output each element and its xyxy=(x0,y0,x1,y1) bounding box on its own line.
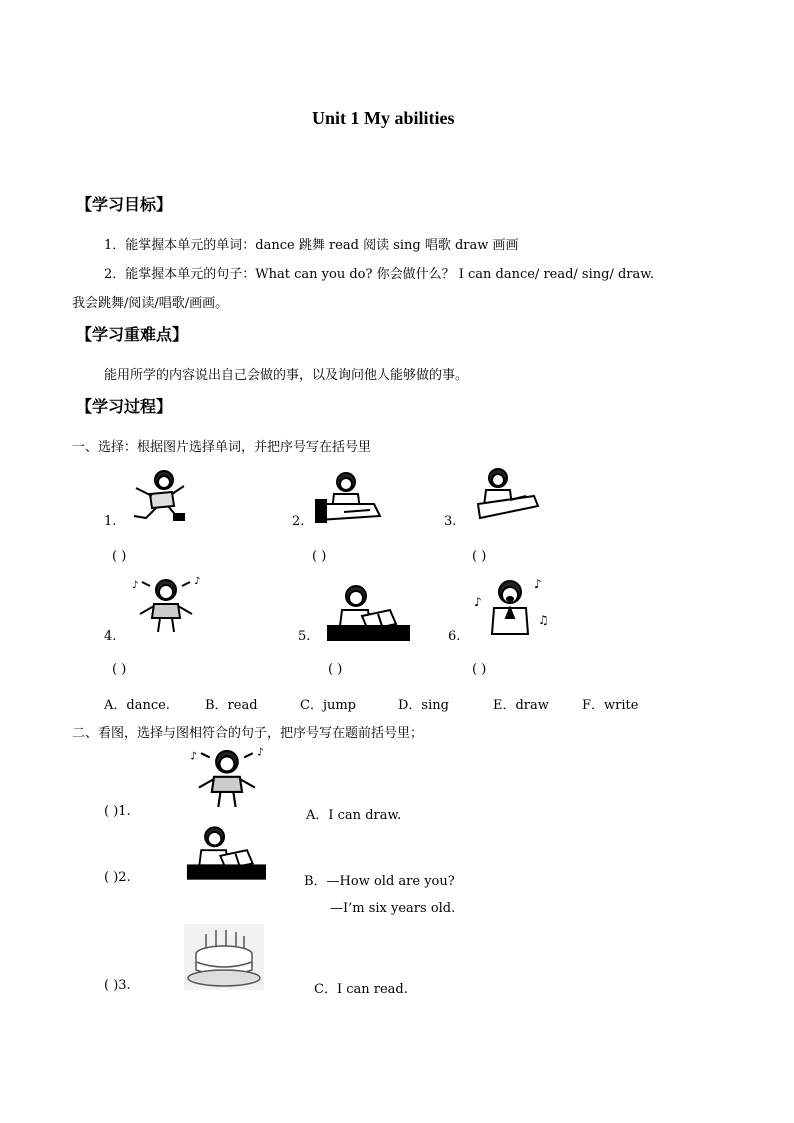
svg-text:♪: ♪ xyxy=(534,577,542,591)
svg-text:♪: ♪ xyxy=(474,595,482,609)
key-points-line: 能用所学的内容说出自己会做的事，以及询问他人能够做的事。 xyxy=(104,368,469,383)
dancing-girl-icon xyxy=(128,574,206,638)
q1-num-5: 5. xyxy=(298,629,311,644)
q1-num-2: 2. xyxy=(292,514,305,529)
svg-text:♪: ♪ xyxy=(194,576,201,587)
q1-option-c: C．jump xyxy=(300,698,356,713)
section-heading-process: 【学习过程】 xyxy=(76,397,173,416)
q1-num-6: 6. xyxy=(448,629,461,644)
q1-option-f: F．write xyxy=(582,698,639,713)
singing-girl-icon xyxy=(470,574,554,644)
q2-answer-a: A．I can draw. xyxy=(306,808,402,823)
q1-option-d: D．sing xyxy=(398,698,449,713)
drawing-girl-icon xyxy=(470,466,540,522)
q1-blank-6[interactable]: ( ) xyxy=(472,662,487,677)
reading-girl-icon xyxy=(326,582,410,644)
goal-line-2: 2．能掌握本单元的句子：What can you do? 你会做什么？ I can dance/ read/ sing/ draw. xyxy=(104,267,654,282)
q1-num-4: 4. xyxy=(104,629,117,644)
section-heading-key-points: 【学习重难点】 xyxy=(76,325,189,344)
svg-text:♪: ♪ xyxy=(132,580,139,591)
q1-option-e: E．draw xyxy=(493,698,549,713)
q2-blank-1[interactable]: ( )1. xyxy=(104,804,131,819)
q1-blank-2[interactable]: ( ) xyxy=(312,549,327,564)
exercise-1-title: 一、选择：根据图片选择单词，并把序号写在括号里 xyxy=(72,440,372,455)
writing-girl-icon xyxy=(314,470,384,526)
svg-text:♪: ♪ xyxy=(257,745,264,759)
q1-blank-4[interactable]: ( ) xyxy=(112,662,127,677)
q2-answer-b-line-2: —I’m six years old. xyxy=(330,901,456,916)
goal-line-1: 1．能掌握本单元的单词：dance 跳舞 read 阅读 sing 唱歌 draw 画画 xyxy=(104,238,519,253)
page-title: Unit 1 My abilities xyxy=(312,108,455,128)
reading-girl-icon xyxy=(186,822,266,884)
q2-answer-b-line-1: B．—How old are you? xyxy=(304,874,455,889)
goal-line-3: 我会跳舞/阅读/唱歌/画画。 xyxy=(72,296,229,311)
svg-text:♪: ♪ xyxy=(190,749,198,763)
q1-num-3: 3. xyxy=(444,514,457,529)
q1-blank-1[interactable]: ( ) xyxy=(112,549,127,564)
q1-num-1: 1. xyxy=(104,514,117,529)
q2-blank-3[interactable]: ( )3. xyxy=(104,978,131,993)
birthday-cake-icon xyxy=(184,924,264,990)
q1-option-a: A．dance. xyxy=(104,698,170,713)
exercise-2-title: 二、看图，选择与图相符合的句子，把序号写在题前括号里； xyxy=(72,726,424,741)
dancing-girl-icon xyxy=(186,744,270,814)
q2-answer-c: C．I can read. xyxy=(314,982,408,997)
q1-blank-3[interactable]: ( ) xyxy=(472,549,487,564)
q2-blank-2[interactable]: ( )2. xyxy=(104,870,131,885)
q1-blank-5[interactable]: ( ) xyxy=(328,662,343,677)
section-heading-goals: 【学习目标】 xyxy=(76,195,173,214)
jumping-girl-icon xyxy=(126,466,190,526)
svg-text:♫: ♫ xyxy=(538,613,549,627)
q1-option-b: B．read xyxy=(205,698,258,713)
